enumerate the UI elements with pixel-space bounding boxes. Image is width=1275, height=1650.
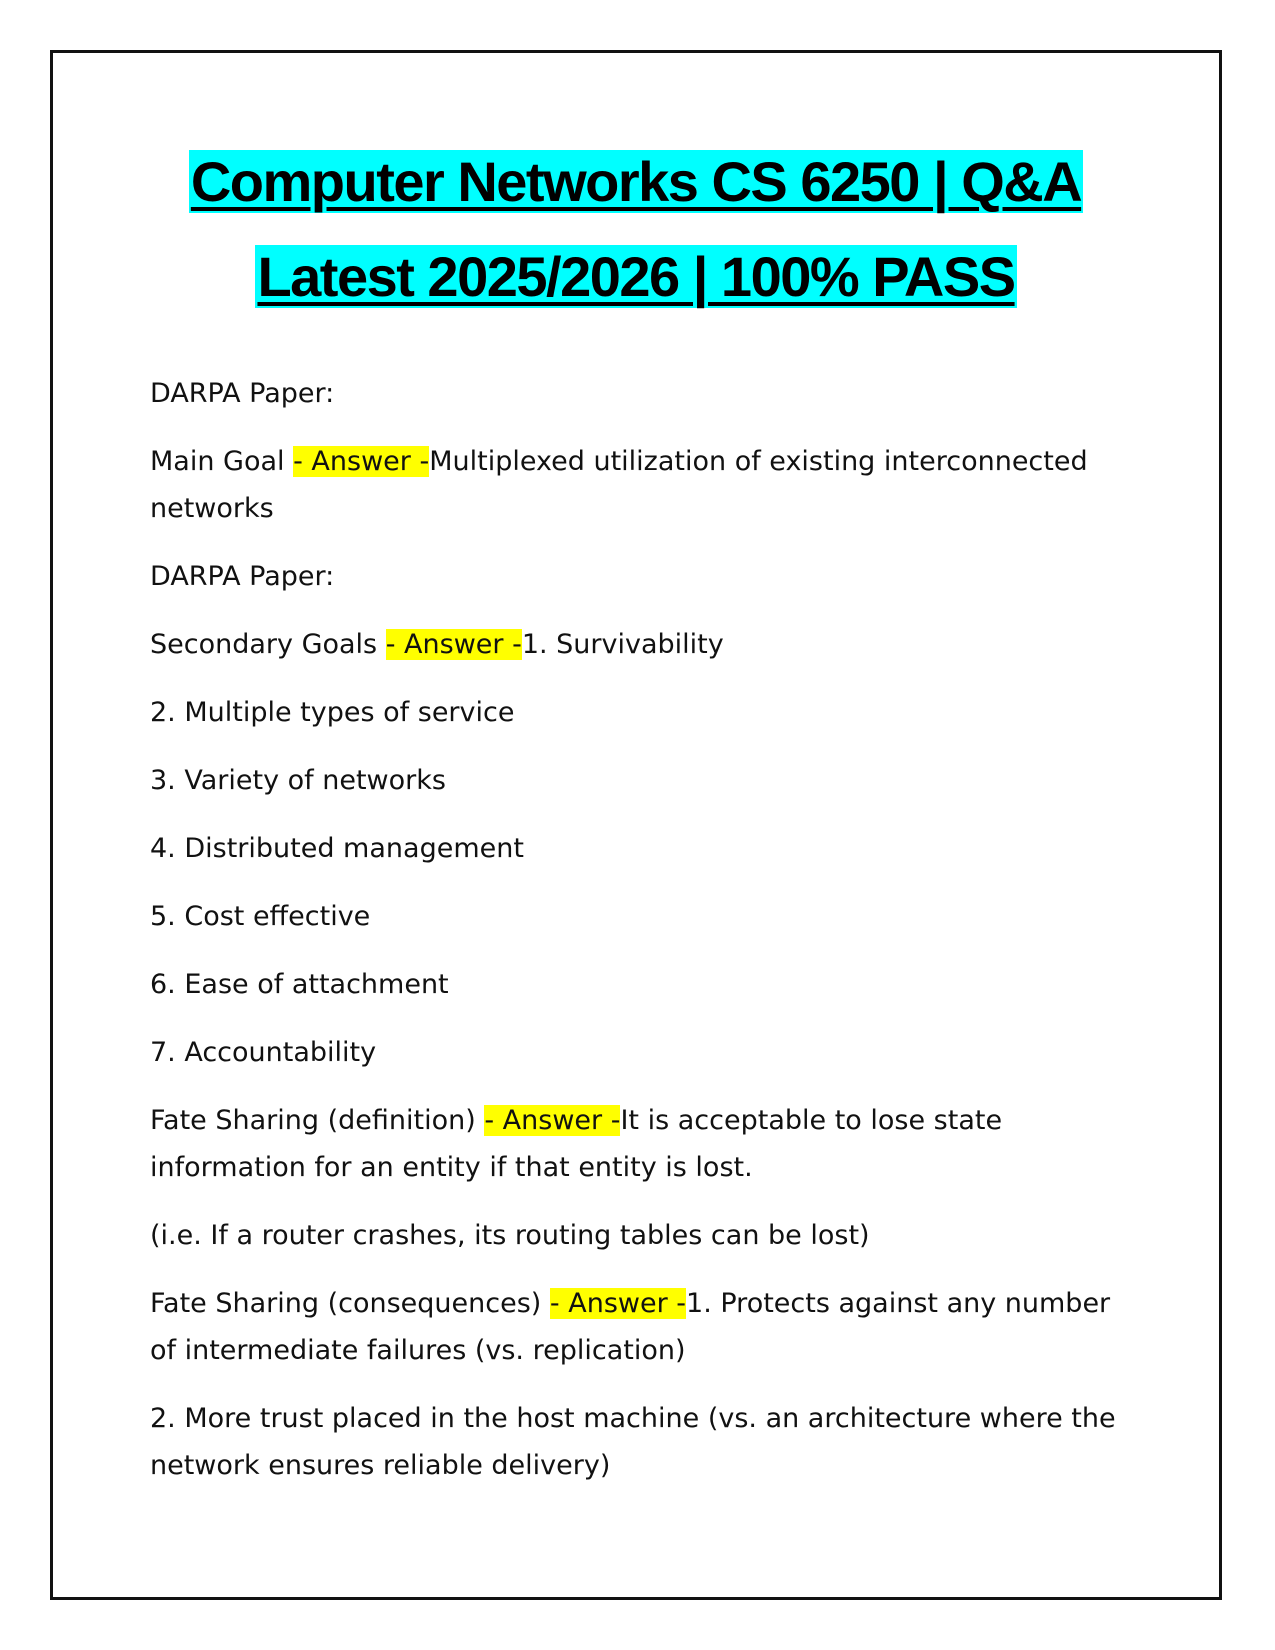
answer-text: 1. Protects against any number of intermediate failures (vs. replication) xyxy=(150,1288,1111,1366)
list-item xyxy=(150,825,1130,872)
document-body xyxy=(150,370,1130,1510)
qa-item xyxy=(150,1280,1130,1374)
title-text-2: Latest 2025/2026 | 100% PASS xyxy=(257,245,1015,308)
paragraph-text: 3. Variety of networks xyxy=(150,765,446,796)
paragraph-text: 4. Distributed management xyxy=(150,833,524,864)
qa-item xyxy=(150,438,1130,532)
paragraph-text: 2. More trust placed in the host machine (vs. an architecture where the network ensures reliable delivery) xyxy=(150,1403,1116,1481)
title-text-1: Computer Networks CS 6250 | Q&A xyxy=(190,150,1082,213)
paragraph-text: 6. Ease of attachment xyxy=(150,969,449,1000)
paragraph-text: DARPA Paper: xyxy=(150,561,335,592)
answer-marker: - Answer - xyxy=(549,1288,687,1319)
title-line-1 xyxy=(53,142,1219,237)
list-item xyxy=(150,961,1130,1008)
list-item xyxy=(150,1029,1130,1076)
document-title xyxy=(53,142,1219,332)
list-item xyxy=(150,893,1130,940)
paragraph-text: 5. Cost effective xyxy=(150,901,371,932)
answer-text: It is acceptable to lose state information for an entity if that entity is lost. xyxy=(150,1105,1003,1183)
list-item xyxy=(150,689,1130,736)
paragraph-text: (i.e. If a router crashes, its routing tables can be lost) xyxy=(150,1220,870,1251)
qa-item xyxy=(150,621,1130,668)
list-item xyxy=(150,757,1130,804)
question-text: Fate Sharing (consequences) xyxy=(150,1288,550,1319)
list-item xyxy=(150,1395,1130,1489)
paragraph-text: 2. Multiple types of service xyxy=(150,697,515,728)
answer-marker: - Answer - xyxy=(293,446,430,477)
title-line-2 xyxy=(53,237,1219,332)
qa-item xyxy=(150,1097,1130,1191)
question-text: Fate Sharing (definition) xyxy=(150,1105,485,1136)
section-heading xyxy=(150,553,1130,600)
answer-text: Multiplexed utilization of existing interconnected networks xyxy=(150,446,1088,524)
answer-marker: - Answer - xyxy=(385,629,522,660)
paragraph-text: DARPA Paper: xyxy=(150,378,335,409)
answer-marker: - Answer - xyxy=(484,1105,621,1136)
paragraph-text: 7. Accountability xyxy=(150,1037,377,1068)
section-heading xyxy=(150,370,1130,417)
answer-text: 1. Survivability xyxy=(521,629,724,660)
question-text: Main Goal xyxy=(150,446,294,477)
note-paragraph xyxy=(150,1212,1130,1259)
question-text: Secondary Goals xyxy=(150,629,386,660)
